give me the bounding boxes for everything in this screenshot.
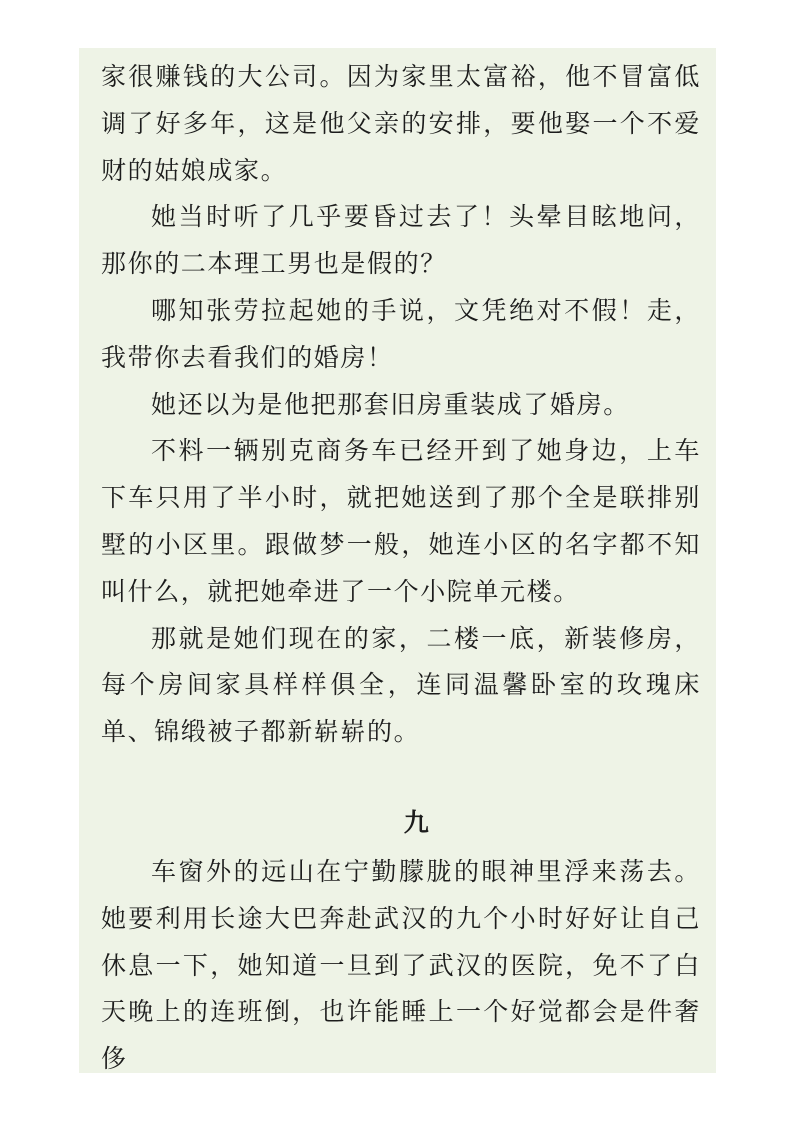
paragraph: 她还以为是他把那套旧房重装成了婚房。 (151, 389, 630, 419)
paragraph: 不料一辆别克商务车已经开到了她身边，上车下车只用了半小时，就把她送到了那个全是联排别墅的小区里。跟做梦一般，她连小区的名字都不知叫什么，就把她牵进了一个小院单元楼。 (101, 436, 701, 606)
paragraph: 那就是她们现在的家，二楼一底，新装修房，每个房间家具样样俱全，连同温馨卧室的玫瑰床单、锦缎被子都新崭崭的。 (101, 623, 701, 747)
paragraph: 家很赚钱的大公司。因为家里太富裕，他不冒富低调了好多年，这是他父亲的安排，要他娶一个不爱财的姑娘成家。 (101, 62, 701, 185)
paragraph: 车窗外的远山在宁勤朦胧的眼神里浮来荡去。她要利用长途大巴奔赴武汉的九个小时好好让自己休息一下，她知道一旦到了武汉的医院，免不了白天晚上的连班倒，也许能睡上一个好觉都会是件奢侈 (101, 856, 701, 1074)
chapter-heading-text: 九 (403, 807, 431, 837)
document-body (101, 54, 701, 1083)
paragraph: 哪知张劳拉起她的手说，文凭绝对不假！走，我带你去看我们的婚房！ (101, 295, 701, 372)
chapter-heading (101, 799, 701, 847)
paragraph: 她当时听了几乎要昏过去了！头晕目眩地问，那你的二本理工男也是假的？ (101, 202, 701, 279)
